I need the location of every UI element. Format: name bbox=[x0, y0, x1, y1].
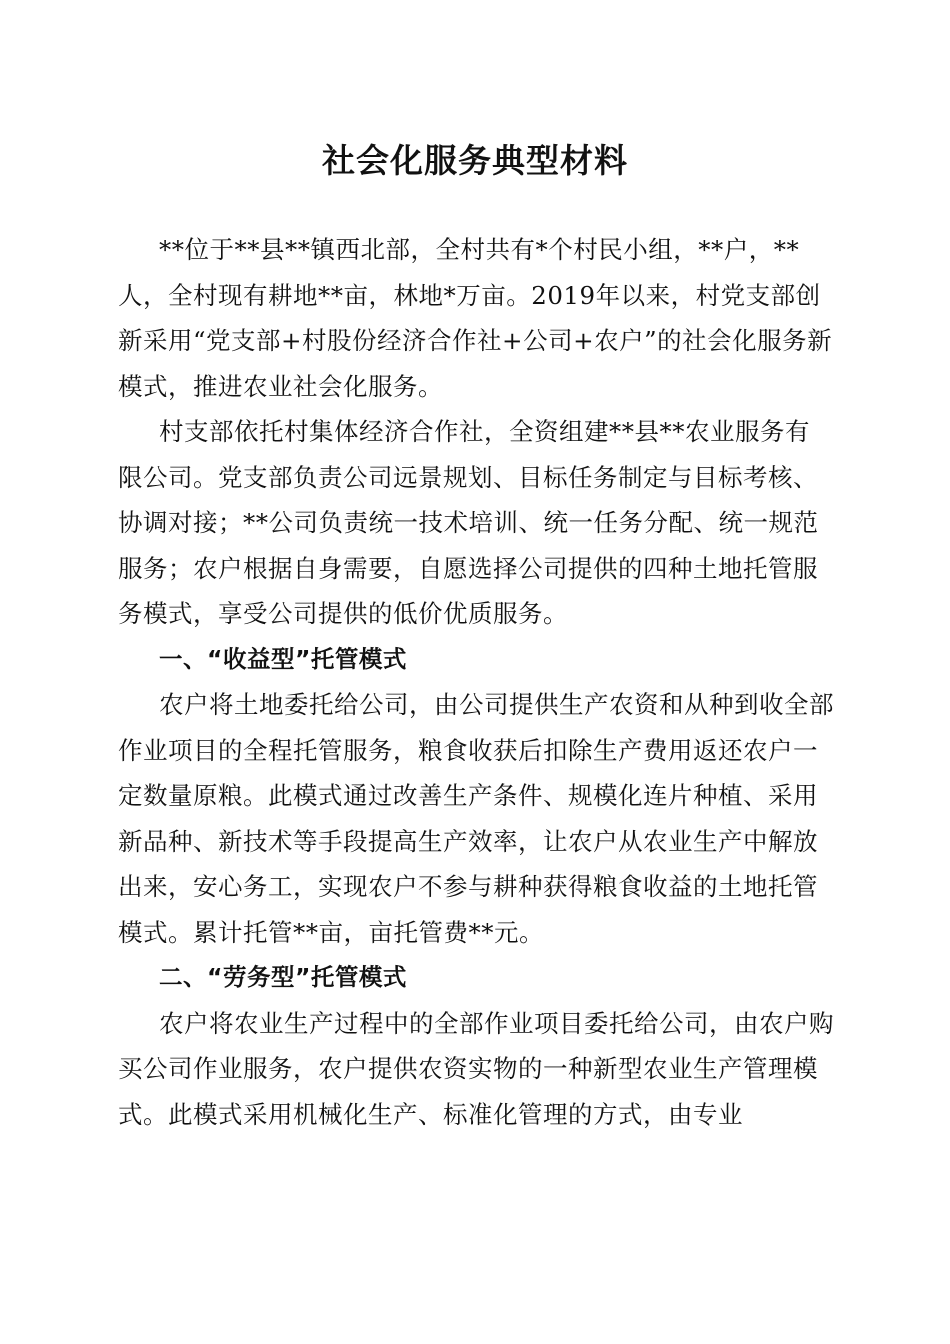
section-2-paragraph: 农户将农业生产过程中的全部作业项目委托给公司，由农户购买公司作业服务，农户提供农资实物的一种新型农业生产管理模式。此模式采用机械化生产、标准化管理的方式，由专业 bbox=[118, 1008, 834, 1129]
section-1-paragraph: 农户将土地委托给公司，由公司提供生产农资和从种到收全部作业项目的全程托管服务，粮食收获后扣除生产费用返还农户一定数量原粮。此模式通过改善生产条件、规模化连片种植、采用新品种、新技术等手段提高生产效率，让农户从农业生产中解放出来，安心务工，实现农户不参与耕种获得粮食收益的土地托管模式。累计托管**亩，亩托管费**元。 bbox=[118, 690, 834, 947]
document-title: 社会化服务典型材料 bbox=[322, 141, 628, 180]
organization-paragraph: 村支部依托村集体经济合作社，全资组建**县**农业服务有限公司。党支部负责公司远景规划、目标任务制定与目标考核、协调对接；**公司负责统一技术培训、统一任务分配、统一规范服务；农户根据自身需要，自愿选择公司提供的四种土地托管服务模式，享受公司提供的低价优质服务。 bbox=[118, 417, 819, 628]
section-heading-1: 一、“收益型”托管模式 bbox=[159, 644, 407, 673]
document-body bbox=[118, 227, 834, 1137]
section-heading-2: 二、“劳务型”托管模式 bbox=[159, 963, 407, 991]
intro-paragraph: **位于**县**镇西北部，全村共有*个村民小组，**户，**人，全村现有耕地**亩，林地*万亩。2019年以来，村党支部创新采用“党支部+村股份经济合作社+公司+农户”的社会化服务新模式，推进农业社会化服务。 bbox=[118, 235, 833, 401]
